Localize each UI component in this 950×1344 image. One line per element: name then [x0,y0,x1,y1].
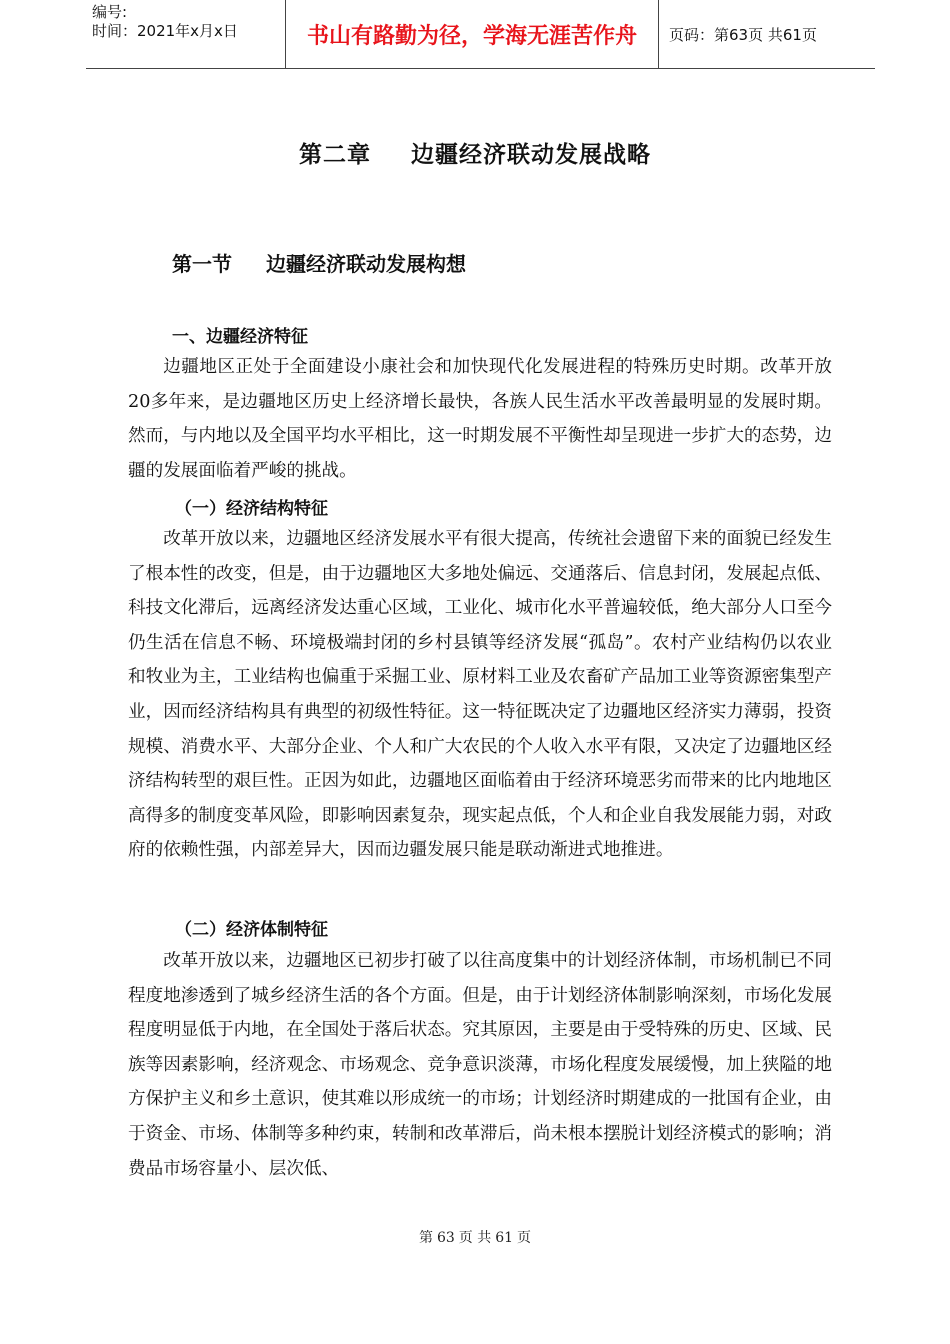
chapter-name: 边疆经济联动发展战略 [411,142,651,168]
heading-economic-system: （二）经济体制特征 [175,920,328,940]
current-page: 63 [436,1230,455,1246]
subsection-heading: 一、边疆经济特征 [172,327,308,347]
total-pages: 61 [495,1230,514,1246]
section-number: 第一节 [172,252,232,276]
chapter-number: 第二章 [299,142,371,168]
header-motto: 书山有路勤为径，学海无涯苦作舟 [286,0,659,68]
paragraph-economic-system: 改革开放以来，边疆地区已初步打破了以往高度集中的计划经济体制，市场机制已不同程度地渗透到了城乡经济生活的各个方面。但是，由于计划经济体制影响深刻，市场化发展程度明显低于内地，在全国处于落后状态。究其原因，主要是由于受特殊的历史、区域、民族等因素影响，经济观念、市场观念、竞争意识淡薄，市场化程度发展缓慢，加上狭隘的地方保护主义和乡土意识，使其难以形成统一的市场；计划经济时期建成的一批国有企业，由于资金、市场、体制等多种约束，转制和改革滞后，尚未根本摆脱计划经济模式的影响；消费品市场容量小、层次低、 [128,951,832,1179]
heading-economic-structure: （一）经济结构特征 [175,499,328,519]
paragraph-economic-structure: 改革开放以来，边疆地区经济发展水平有很大提高，传统社会遗留下来的面貌已经发生了根本性的改变，但是，由于边疆地区大多地处偏远、交通落后、信息封闭，发展起点低、科技文化滞后，远离经济发达重心区域，工业化、城市化水平普遍较低，绝大部分人口至今仍生活在信息不畅、环境极端封闭的乡村县镇等经济发展“孤岛”。农村产业结构仍以农业和牧业为主，工业结构也偏重于采掘工业、原材料工业及农畜矿产品加工业等资源密集型产业，因而经济结构具有典型的初级性特征。这一特征既决定了边疆地区经济实力薄弱，投资规模、消费水平、大部分企业、个人和广大农民的个人收入水平有限，又决定了边疆地区经济结构转型的艰巨性。正因为如此，边疆地区面临着由于经济环境恶劣而带来的比内地地区高得多的制度变革风险，即影响因素复杂，现实起点低，个人和企业自我发展能力弱，对政府的依赖性强，内部差异大，因而边疆发展只能是联动渐进式地推进。 [128,529,832,861]
time-label: 时间：2021年x月x日 [92,22,238,40]
page-header [86,0,875,69]
header-page-label: 页码：第63页 共61页 [669,25,817,44]
number-label: 编号: [92,3,128,21]
section-name: 边疆经济联动发展构想 [266,252,466,276]
page-footer: 第 63 页 共 61 页 [418,1230,532,1246]
chapter-title [0,136,950,169]
section-title [172,248,466,277]
header-meta [86,0,286,68]
paragraph-intro: 边疆地区正处于全面建设小康社会和加快现代化发展进程的特殊历史时期。改革开放20多年来，是边疆地区历史上经济增长最快，各族人民生活水平改善最明显的发展时期。然而，与内地以及全国平均水平相比，这一时期发展不平衡性却呈现进一步扩大的态势，边疆的发展面临着严峻的挑战。 [128,357,832,481]
